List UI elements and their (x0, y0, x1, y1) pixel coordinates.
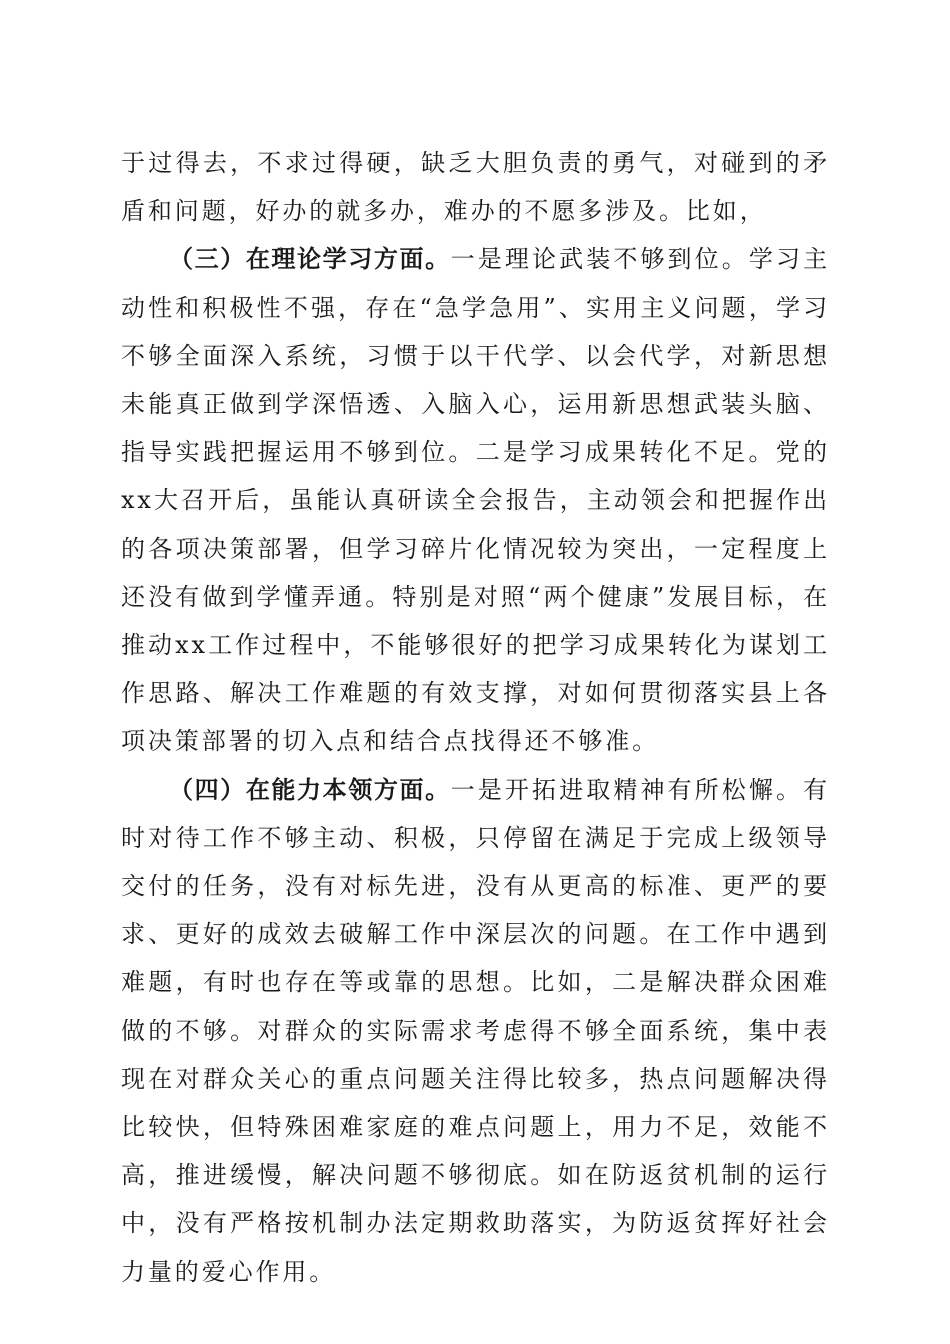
paragraph-continuation (121, 139, 830, 235)
paragraph-text: 一是开拓进取精神有所松懈。有时对待工作不够主动、积极，只停留在满足于完成上级领导交付的任务，没有对标先进，没有从更高的标准、更严的要求、更好的成效去破解工作中深层次的问题。在工作中遇到难题，有时也存在等或靠的思想。比如，二是解决群众困难做的不够。对群众的实际需求考虑得不够全面系统，集中表现在对群众关心的重点问题关注得比较多，热点问题解决得比较快，但特殊困难家庭的难点问题上，用力不足，效能不高，推进缓慢，解决问题不够彻底。如在防返贫机制的运行中，没有严格按机制办法定期救助落实，为防返贫挥好社会力量的爱心作用。 (121, 775, 830, 1286)
paragraph-theory-study (121, 235, 830, 765)
document-body (121, 139, 830, 1296)
paragraph-text: 于过得去，不求过得硬，缺乏大胆负责的勇气，对碰到的矛盾和问题，好办的就多办，难办的不愿多涉及。比如， (121, 149, 830, 226)
section-heading-ability: （四）在能力本领方面。 (169, 775, 451, 804)
paragraph-ability (121, 766, 830, 1296)
paragraph-text: 一是理论武装不够到位。学习主动性和积极性不强，存在“急学急用”、实用主义问题，学习不够全面深入系统，习惯于以干代学、以会代学，对新思想未能真正做到学深悟透、入脑入心，运用新思想武装头脑、指导实践把握运用不够到位。二是学习成果转化不足。党的xx大召开后，虽能认真研读全会报告，主动领会和把握作出的各项决策部署，但学习碎片化情况较为突出，一定程度上还没有做到学懂弄通。特别是对照“两个健康”发展目标，在推动xx工作过程中，不能够很好的把学习成果转化为谋划工作思路、解决工作难题的有效支撑，对如何贯彻落实县上各项决策部署的切入点和结合点找得还不够准。 (121, 245, 830, 756)
section-heading-theory-study: （三）在理论学习方面。 (169, 245, 451, 274)
